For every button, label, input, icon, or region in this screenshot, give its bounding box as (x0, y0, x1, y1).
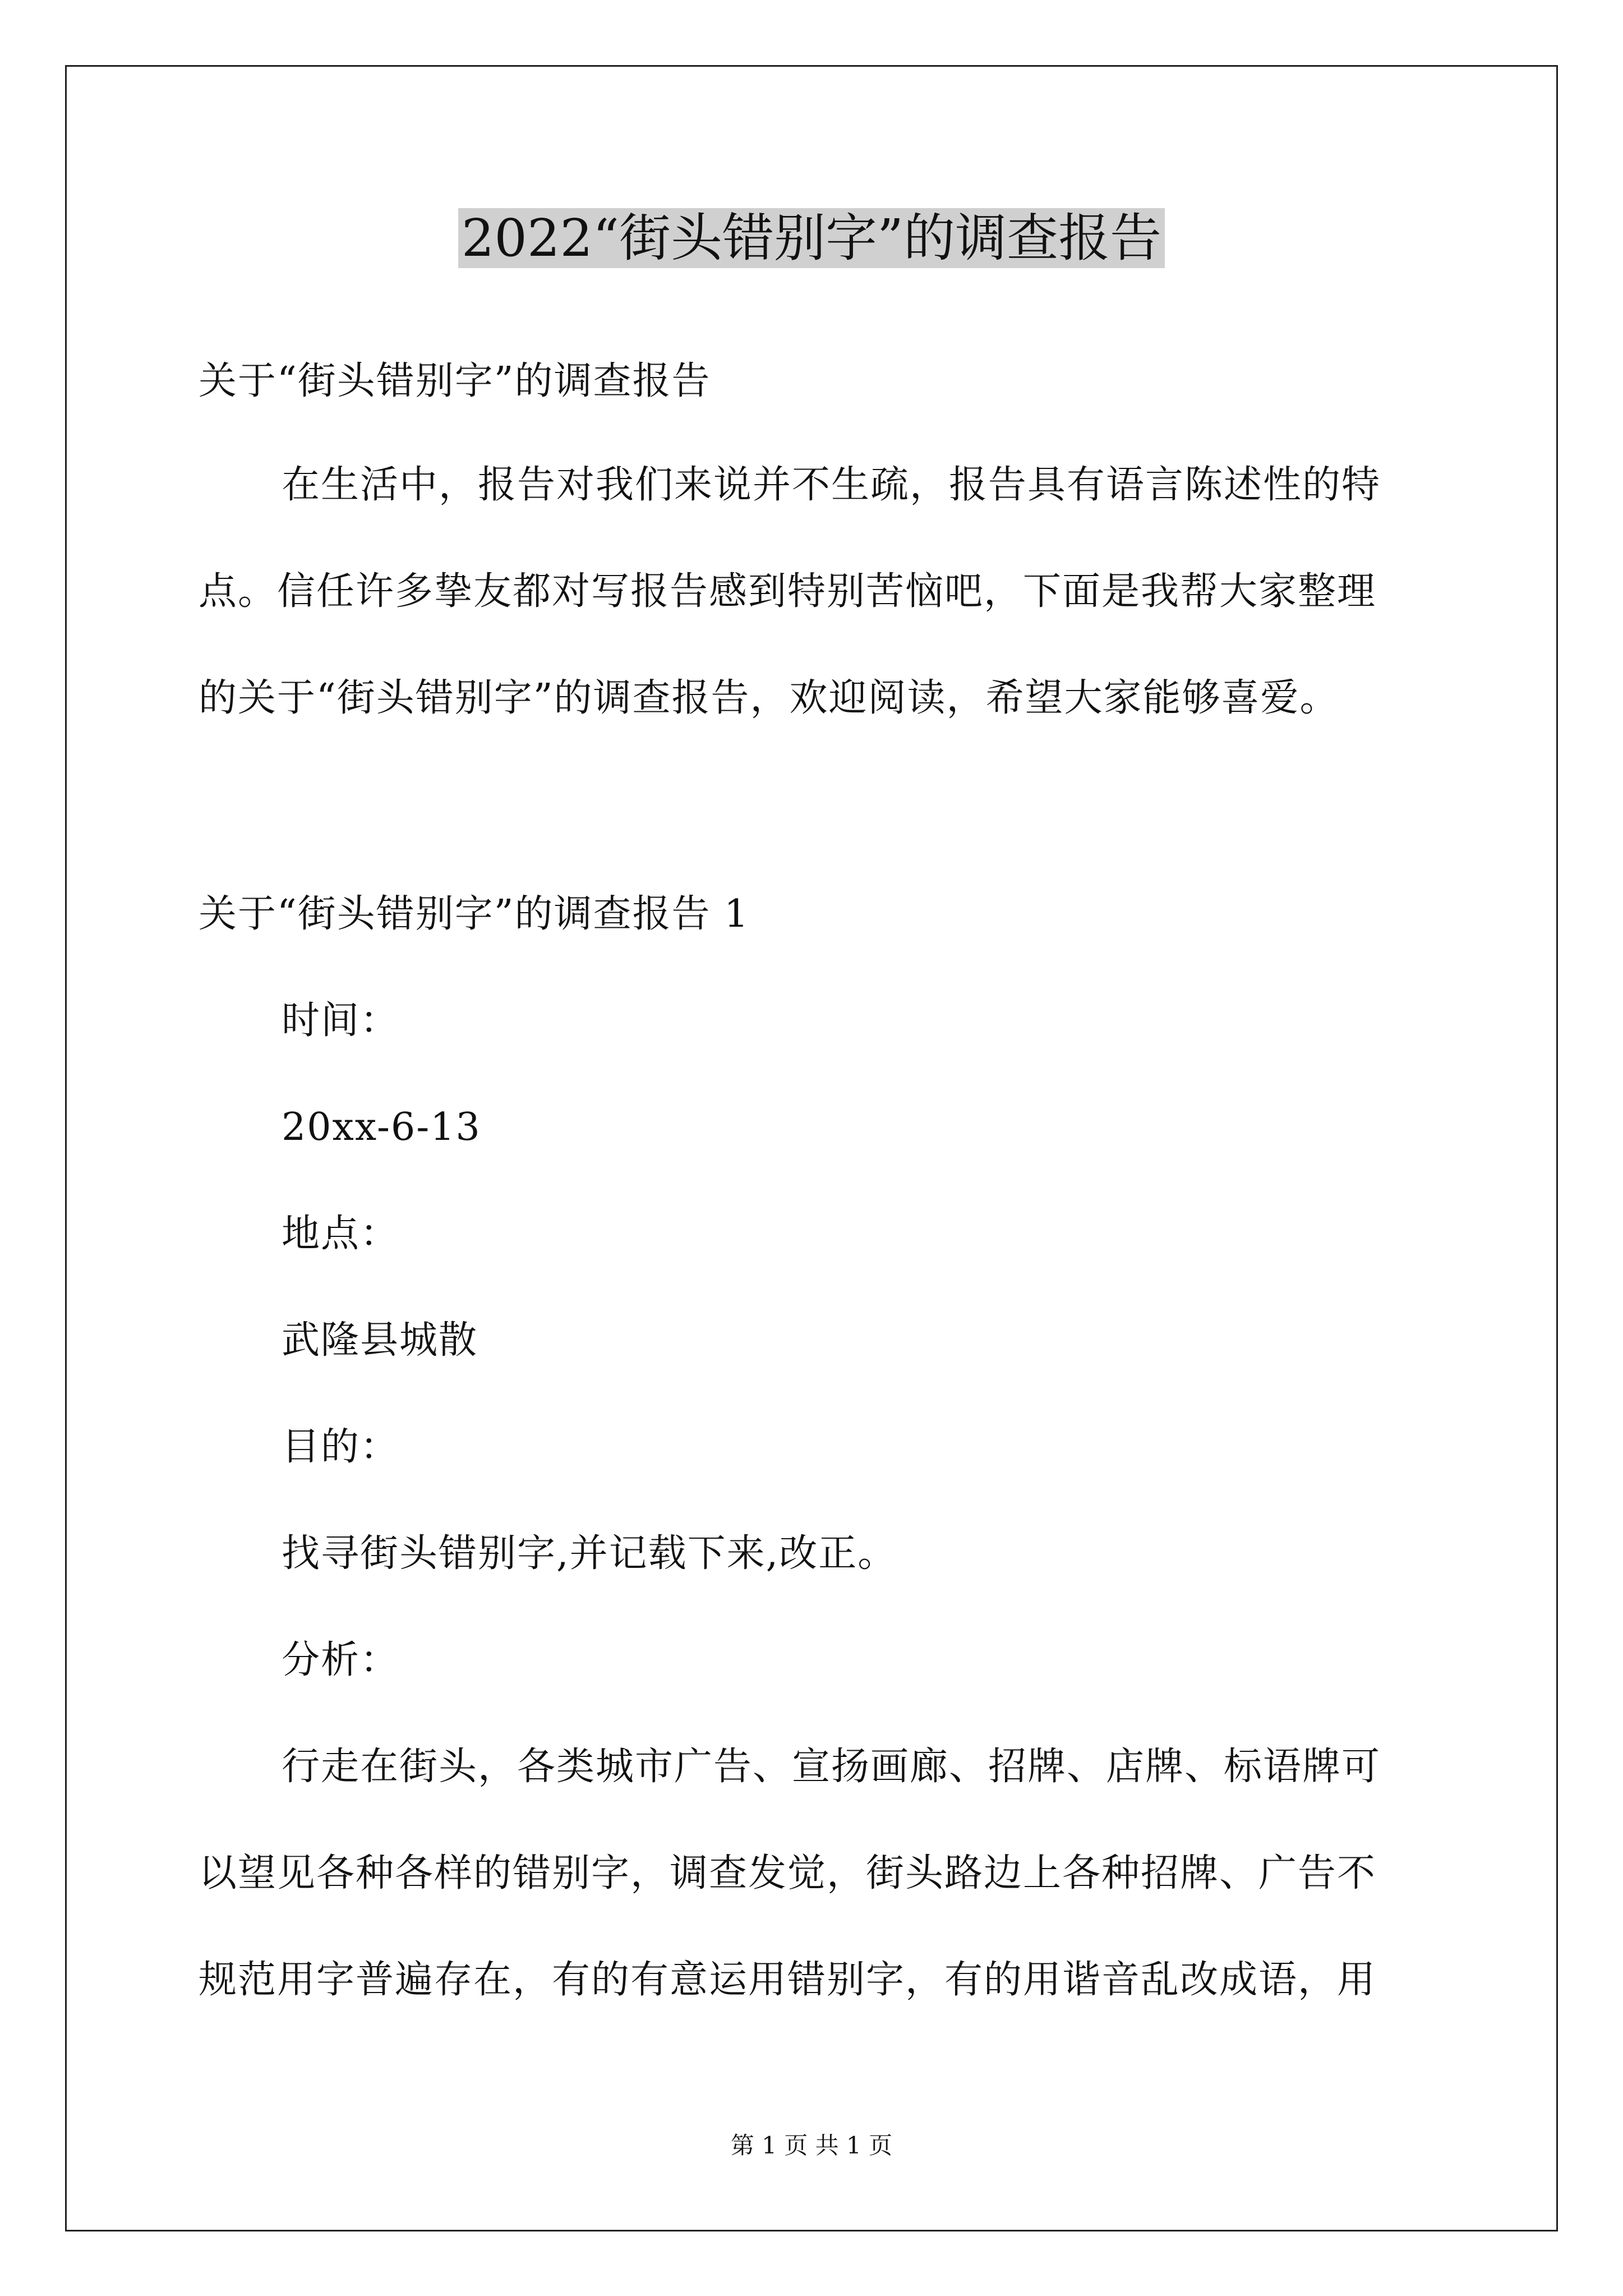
place-label: 地点： (282, 1212, 400, 1256)
document-title (0, 199, 1623, 278)
time-label: 时间： (282, 999, 400, 1043)
document-title-text: 2022“街头错别字”的调查报告 (458, 208, 1165, 268)
analysis-line-1: 行走在街头，各类城市广告、宣扬画廊、招牌、店牌、标语牌可 (282, 1745, 1381, 1789)
analysis-label: 分析： (282, 1638, 400, 1682)
purpose-label: 目的： (282, 1425, 400, 1469)
analysis-line-3: 规范用字普遍存在，有的有意运用错别字，有的用谐音乱改成语，用 (199, 1958, 1377, 2002)
time-value: 20xx-6-13 (282, 1105, 481, 1149)
intro-line-3: 的关于“街头错别字”的调查报告，欢迎阅读，希望大家能够喜爱。 (199, 676, 1339, 720)
subtitle: 关于“街头错别字”的调查报告 (199, 359, 711, 403)
intro-line-1: 在生活中，报告对我们来说并不生疏，报告具有语言陈述性的特 (282, 463, 1381, 507)
page-footer: 第 1 页 共 1 页 (730, 2132, 893, 2159)
intro-line-2: 点。信任许多挚友都对写报告感到特别苦恼吧，下面是我帮大家整理 (199, 569, 1377, 614)
place-value: 武隆县城散 (282, 1318, 478, 1363)
purpose-value: 找寻街头错别字,并记载下来,改正。 (282, 1531, 897, 1576)
section-heading: 关于“街头错别字”的调查报告 1 (199, 892, 750, 936)
analysis-line-2: 以望见各种各样的错别字，调查发觉，街头路边上各种招牌、广告不 (199, 1851, 1377, 1895)
